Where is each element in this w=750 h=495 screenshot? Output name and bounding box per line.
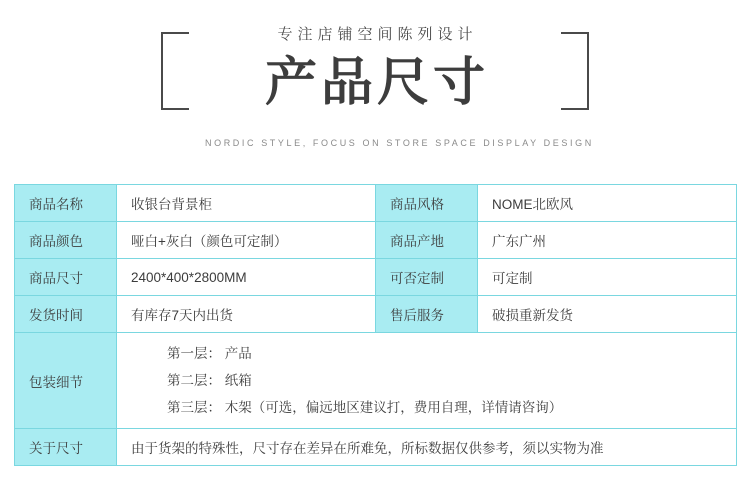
packaging-list xyxy=(131,333,736,428)
row-label-after-sales: 售后服务 xyxy=(376,296,478,333)
row-value-size-note: 由于货架的特殊性，尺寸存在差异在所难免，所标数据仅供参考，须以实物为准 xyxy=(117,429,737,466)
table-row-size-note xyxy=(15,429,737,466)
row-value-product-origin: 广东广州 xyxy=(478,222,737,259)
row-label-packaging: 包装细节 xyxy=(15,333,117,429)
row-label-ship-time: 发货时间 xyxy=(15,296,117,333)
row-label-product-size: 商品尺寸 xyxy=(15,259,117,296)
bracket-left-decoration xyxy=(161,32,189,110)
header-inner xyxy=(205,24,594,150)
table-row xyxy=(15,296,737,333)
page-title: 产品尺寸 xyxy=(264,54,489,112)
row-value-product-size: 2400*400*2800MM xyxy=(117,259,376,296)
row-label-size-note: 关于尺寸 xyxy=(15,429,117,466)
row-label-product-origin: 商品产地 xyxy=(376,222,478,259)
header xyxy=(0,0,750,178)
row-value-product-style: NOME北欧风 xyxy=(478,185,737,222)
packaging-line-3: 第三层： 木架（可选，偏远地区建议打，费用自理，详情请咨询） xyxy=(167,400,563,415)
row-value-product-name: 收银台背景柜 xyxy=(117,185,376,222)
header-subtitle-cn: 专注店铺空间陈列设计 xyxy=(277,26,478,43)
spec-table-wrapper xyxy=(14,184,736,466)
table-row xyxy=(15,222,737,259)
bracket-right-decoration xyxy=(561,32,589,110)
row-label-product-name: 商品名称 xyxy=(15,185,117,222)
row-value-ship-time: 有库存7天内出货 xyxy=(117,296,376,333)
table-row xyxy=(15,259,737,296)
row-label-product-style: 商品风格 xyxy=(376,185,478,222)
spec-table xyxy=(14,184,737,466)
table-row-packaging xyxy=(15,333,737,429)
header-subtitle-en: NORDIC STYLE, FOCUS ON STORE SPACE DISPLAY DESIGN xyxy=(205,138,594,148)
packaging-line-2: 第二层： 纸箱 xyxy=(167,373,252,388)
row-label-product-color: 商品颜色 xyxy=(15,222,117,259)
row-value-after-sales: 破损重新发货 xyxy=(478,296,737,333)
packaging-line-1: 第一层： 产品 xyxy=(167,346,252,361)
row-value-customizable: 可定制 xyxy=(478,259,737,296)
row-label-customizable: 可否定制 xyxy=(376,259,478,296)
row-value-packaging xyxy=(117,333,737,429)
table-row xyxy=(15,185,737,222)
row-value-product-color: 哑白+灰白（颜色可定制） xyxy=(117,222,376,259)
